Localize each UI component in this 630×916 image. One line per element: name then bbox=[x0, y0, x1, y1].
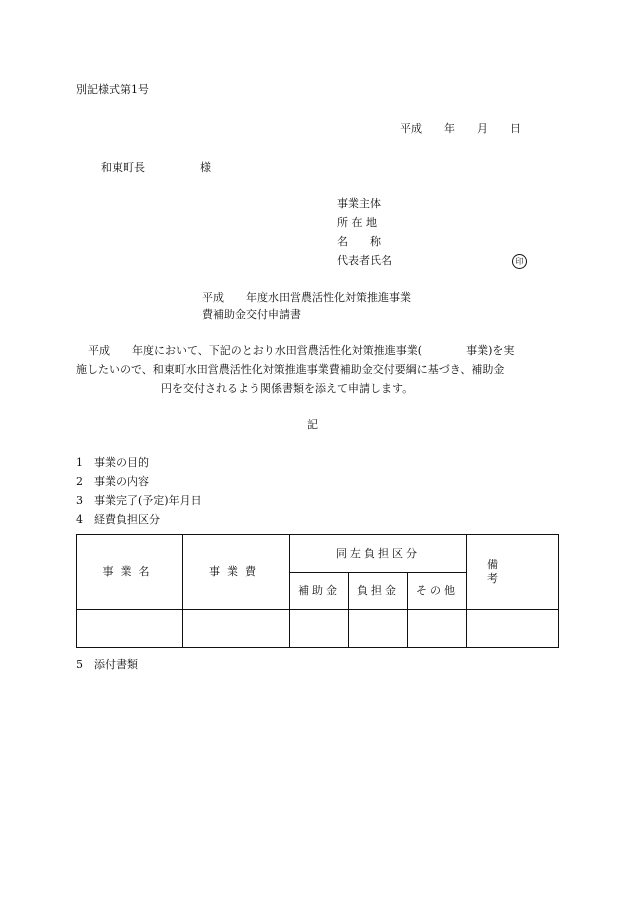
addressee: 和東町長 様 bbox=[101, 161, 211, 174]
header-project-cost: 事業費 bbox=[183, 535, 290, 610]
item-label: 添付書類 bbox=[94, 658, 138, 671]
item-5 bbox=[76, 658, 138, 672]
body-line-3: 円を交付されるよう関係書類を添えて申請します。 bbox=[161, 382, 414, 395]
cost-burden-table bbox=[76, 534, 559, 648]
body-line-1: 平成 年度において、下記のとおり水田営農活性化対策推進事業( 事業)を実 bbox=[88, 344, 515, 357]
header-subsidy: 補助金 bbox=[290, 573, 349, 610]
seal-mark bbox=[512, 254, 527, 269]
header-project-name: 事業名 bbox=[77, 535, 183, 610]
item-number: 1 bbox=[76, 456, 83, 469]
header-remarks: 備考 bbox=[467, 535, 559, 610]
cell-other bbox=[408, 610, 467, 648]
cell-subsidy bbox=[290, 610, 349, 648]
header-other: その他 bbox=[408, 573, 467, 610]
cell-burden bbox=[349, 610, 408, 648]
header-breakdown: 同左負担区分 bbox=[290, 535, 467, 573]
header-burden: 負担金 bbox=[349, 573, 408, 610]
cell-remarks bbox=[467, 610, 559, 648]
item-number: 3 bbox=[76, 494, 83, 507]
item-number: 5 bbox=[76, 658, 83, 671]
form-number: 別記様式第1号 bbox=[76, 83, 149, 96]
item-number: 2 bbox=[76, 475, 83, 488]
item-label: 事業の内容 bbox=[94, 475, 149, 488]
body-line-2: 施したいので、和東町水田営農活性化対策推進事業費補助金交付要綱に基づき、補助金 bbox=[76, 363, 505, 376]
representative-label: 代表者氏名 bbox=[337, 254, 392, 267]
name-label: 名 称 bbox=[337, 235, 381, 248]
date-line: 平成 年 月 日 bbox=[400, 122, 521, 135]
item-label: 事業完了(予定)年月日 bbox=[94, 494, 202, 507]
cell-project-name bbox=[77, 610, 183, 648]
cell-project-cost bbox=[183, 610, 290, 648]
title-line-1: 平成 年度水田営農活性化対策推進事業 bbox=[202, 291, 411, 304]
item-1 bbox=[76, 456, 149, 470]
table-row bbox=[77, 610, 559, 648]
item-2 bbox=[76, 475, 149, 489]
title-line-2: 費補助金交付申請書 bbox=[202, 308, 301, 321]
item-4 bbox=[76, 513, 160, 527]
item-label: 経費負担区分 bbox=[94, 513, 160, 526]
item-number: 4 bbox=[76, 513, 83, 526]
entity-label: 事業主体 bbox=[337, 197, 381, 210]
item-3 bbox=[76, 494, 202, 508]
item-label: 事業の目的 bbox=[94, 456, 149, 469]
address-label: 所 在 地 bbox=[337, 216, 377, 229]
seal-icon: 印 bbox=[512, 254, 527, 269]
ki-heading: 記 bbox=[307, 418, 318, 431]
